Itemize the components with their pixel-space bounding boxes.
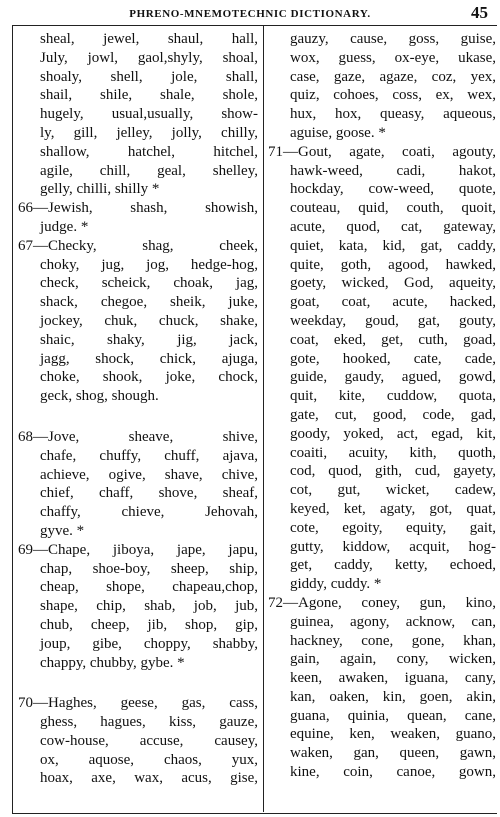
entry-line: chap, shoe-boy, sheep, ship, <box>40 560 258 577</box>
entry-line: shack, chegoe, sheik, juke, <box>40 294 258 311</box>
blank-line <box>18 406 258 428</box>
entry-line: geck, shog, shough. <box>40 388 159 405</box>
entry-line: shaic, shaky, jig, jack, <box>40 331 258 348</box>
entry-line: shail, shile, shale, shole, <box>40 87 258 104</box>
entry-line: gote, hooked, cate, cade, <box>290 350 496 367</box>
entry-line: gauzy, cause, goss, guise, <box>290 31 496 47</box>
entry-line: choky, jug, jog, hedge-hog, <box>40 256 258 273</box>
entry-line: goety, wicked, God, aqueity, <box>290 275 496 292</box>
entry-line: hawk-weed, cadi, hakot, <box>290 162 496 179</box>
entry-line: kine, coin, canoe, gown, <box>290 764 496 781</box>
entry-line: hoax, axe, wax, acus, gise, <box>40 770 258 787</box>
left-column <box>18 30 258 788</box>
entry-line: July, jowl, gaol,shyly, shoal, <box>40 49 258 66</box>
entry-line: hux, hox, queasy, aqueous, <box>290 106 496 123</box>
entry-line: waken, gan, queen, gawn, <box>290 745 496 762</box>
entry-line: gain, again, cony, wicken, <box>290 651 496 668</box>
column-divider <box>263 25 264 812</box>
entry-line: aguise, goose. * <box>290 124 386 141</box>
entry-line: quiet, kata, kid, gat, caddy, <box>290 237 496 254</box>
entry-heading-line: 71—Gout, agate, coati, agouty, <box>268 143 496 160</box>
entry-line: cote, egoity, equity, gait, <box>290 519 496 536</box>
entry-line: ghess, hagues, kiss, gauze, <box>40 714 258 731</box>
entry-line: coaiti, acuity, kith, quoth, <box>290 444 496 461</box>
entry-line: quit, kite, cuddow, quota, <box>290 388 496 405</box>
entry-line: ly, gill, jelley, jolly, chilly, <box>40 124 258 141</box>
entry-line: agile, chill, geal, shelley, <box>40 162 258 179</box>
entry-line: shoaly, shell, jole, shall, <box>40 68 258 85</box>
entry-line: ox, aquose, chaos, yux, <box>40 751 258 768</box>
entry-line: cod, quod, gith, cud, gayety, <box>290 463 496 480</box>
entry-line: chief, chaff, shove, sheaf, <box>40 485 258 502</box>
entry-line: jagg, shock, chick, ajuga, <box>40 350 258 367</box>
entry-line: chappy, chubby, gybe. * <box>40 654 185 671</box>
entry-line: gutty, kiddow, acquit, hog- <box>290 538 496 555</box>
entry-heading-line: 69—Chape, jiboya, jape, japu, <box>18 541 258 558</box>
page-header <box>0 0 500 26</box>
entry-heading-line: 72—Agone, coney, gun, kino, <box>268 594 496 611</box>
entry-line: check, scheick, choak, jag, <box>40 275 258 292</box>
entry-line: chub, cheep, jib, shop, gip, <box>40 616 258 633</box>
entry-line: keen, awaken, iguana, cany, <box>290 670 496 687</box>
entry-line: cheap, shope, chapeau,chop, <box>40 579 258 596</box>
entry-line: hugely, usual,usually, show- <box>40 106 258 123</box>
entry-line: giddy, cuddy. * <box>290 576 382 593</box>
entry-line: coat, eked, get, cuth, goad, <box>290 331 496 348</box>
entry-line: judge. * <box>40 218 89 235</box>
entry-line: gate, cut, good, code, gad, <box>290 406 496 423</box>
right-column <box>268 30 496 782</box>
entry-heading-line: 68—Jove, sheave, shive, <box>18 428 258 445</box>
entry-line: cow-house, accuse, causey, <box>40 732 258 749</box>
entry-line: wox, guess, ox-eye, ukase, <box>290 49 496 66</box>
entry-line: equine, ken, weaken, guano, <box>290 726 496 743</box>
entry-line: shape, chip, shab, job, jub, <box>40 598 258 615</box>
entry-line: shallow, hatchel, hitchel, <box>40 143 258 160</box>
entry-line: joup, gibe, choppy, shabby, <box>40 635 258 652</box>
running-title: PHRENO-MNEMOTECHNIC DICTIONARY. <box>129 8 371 20</box>
entry-line: acute, quod, cat, gateway, <box>290 218 496 235</box>
entry-line: choke, shook, joke, chock, <box>40 369 258 386</box>
entry-line: gyve. * <box>40 522 85 539</box>
entry-line: goat, coat, acute, hacked, <box>290 294 496 311</box>
entry-line: couteau, quid, couth, quoit, <box>290 200 496 217</box>
entry-line: quite, goth, agood, hawked, <box>290 256 496 273</box>
entry-line: hockday, cow-weed, quote, <box>290 181 496 198</box>
entry-line: guinea, agony, acknow, can, <box>290 613 496 630</box>
entry-heading-line: 70—Haghes, geese, gas, cass, <box>18 695 258 712</box>
entry-line: achieve, ogive, shave, chive, <box>40 466 258 483</box>
blank-line <box>18 672 258 694</box>
entry-line: sheal, jewel, shaul, hall, <box>40 31 258 47</box>
entry-line: get, caddy, ketty, echoed, <box>290 557 496 574</box>
entry-line: hackney, cone, gone, khan, <box>290 632 496 649</box>
entry-line: gelly, chilli, shilly * <box>40 181 160 198</box>
entry-line: chafe, chuffy, chuff, ajava, <box>40 447 258 464</box>
entry-line: kan, oaken, kin, goen, akin, <box>290 688 496 705</box>
entry-heading-line: 66—Jewish, shash, showish, <box>18 200 258 217</box>
entry-line: cot, gut, wicket, cadew, <box>290 482 496 499</box>
entry-line: guide, gaudy, agued, gowd, <box>290 369 496 386</box>
entry-line: keyed, ket, agaty, got, quat, <box>290 500 496 517</box>
entry-line: chaffy, chieve, Jehovah, <box>40 504 258 521</box>
page-number: 45 <box>471 3 488 22</box>
entry-heading-line: 67—Checky, shag, cheek, <box>18 237 258 254</box>
entry-line: quiz, cohoes, coss, ex, wex, <box>290 87 496 104</box>
entry-line: jockey, chuk, chuck, shake, <box>40 312 258 329</box>
entry-line: goody, yoked, act, egad, kit, <box>290 425 496 442</box>
entry-line: case, gaze, agaze, coz, yex, <box>290 68 496 85</box>
entry-line: guana, quinia, quean, cane, <box>290 707 496 724</box>
entry-line: weekday, goud, gat, gouty, <box>290 312 496 329</box>
